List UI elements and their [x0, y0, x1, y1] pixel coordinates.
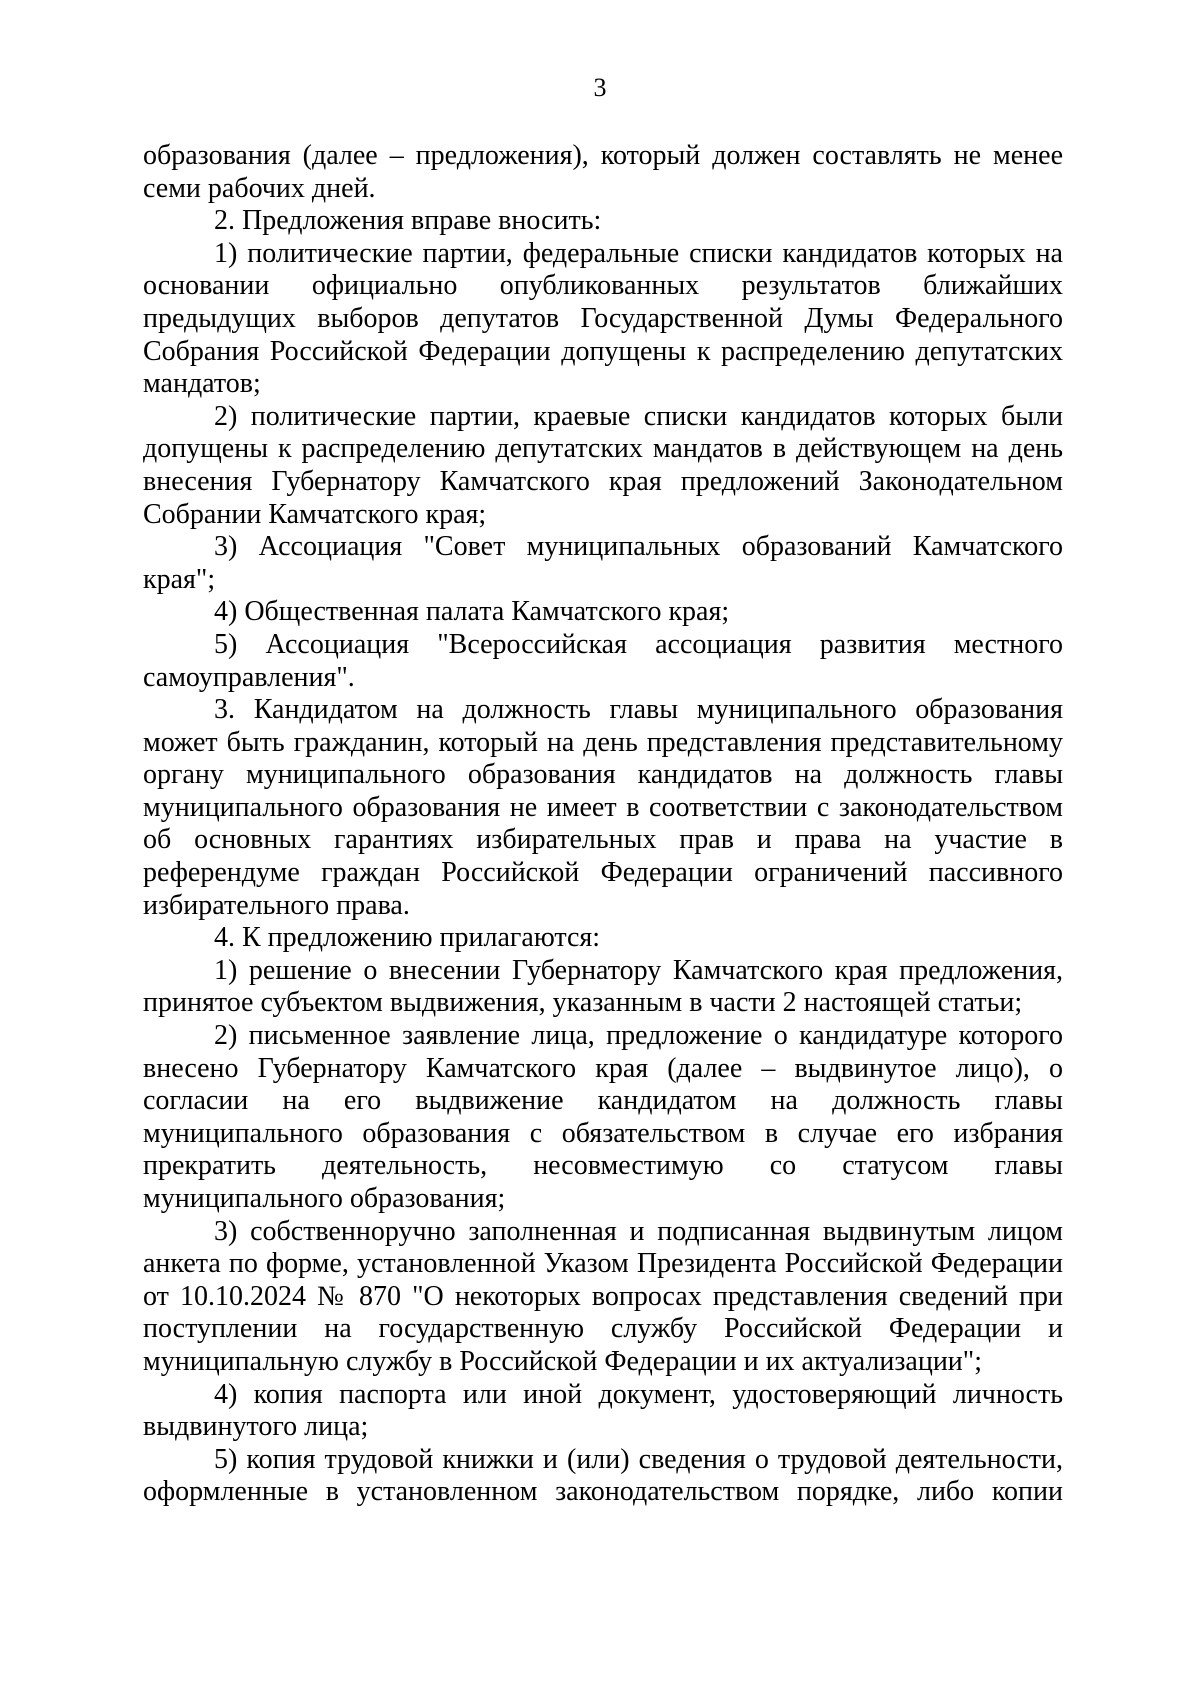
paragraph-item-2: 2) политические партии, краевые списки кандидатов которых были допущены к распределению депутатских мандатов в действующем на день внесения Губернатору Камчатского края предложений Законодательном Собрании Камчатского края; — [143, 400, 1063, 530]
paragraph-item-3: 3) Ассоциация "Совет муниципальных образований Камчатского края"; — [143, 531, 1063, 595]
paragraph-section-2: 2. Предложения вправе вносить: — [214, 205, 602, 237]
page-number: 3 — [593, 73, 607, 102]
paragraph-item-4: 4) Общественная палата Камчатского края; — [214, 596, 730, 628]
paragraph-section-3: 3. Кандидатом на должность главы муниципального образования может быть гражданин, который на день представления представительному органу муниципального образования кандидатов на должность главы муниципального образования не имеет в соответствии с законодательством об основных гарантиях избирательных прав и права на участие в референдуме граждан Российской Федерации ограничений пассивного избирательного права. — [143, 694, 1063, 921]
paragraph-attachment-5: 5) копия трудовой книжки и (или) сведения о трудовой деятельности, оформленные в установленном законодательством порядке, либо копии — [143, 1443, 1063, 1508]
paragraph-section-4: 4. К предложению прилагаются: — [214, 922, 601, 954]
paragraph-attachment-1: 1) решение о внесении Губернатору Камчатского края предложения, принятое субъектом выдвижения, указанным в части 2 настоящей статьи; — [143, 954, 1063, 1019]
paragraph-item-5: 5) Ассоциация "Всероссийская ассоциация развития местного самоуправления". — [143, 628, 1063, 693]
paragraph-item-1: 1) политические партии, федеральные списки кандидатов которых на основании официально опубликованных результатов ближайших предыдущих выборов депутатов Государственной Думы Федерального Собрания Российской Федерации допущены к распределению депутатских мандатов; — [143, 237, 1063, 400]
document-body — [143, 140, 1063, 1509]
paragraph-attachment-3: 3) собственноручно заполненная и подписанная выдвинутым лицом анкета по форме, установленной Указом Президента Российской Федерации от 10.10.2024 № 870 "О некоторых вопросах представления сведений при поступлении на государственную службу Российской Федерации и муниципальную службу в Российской Федерации и их актуализации"; — [143, 1215, 1063, 1377]
paragraph-continuation: образования (далее – предложения), который должен составлять не менее семи рабочих дней. — [143, 140, 1063, 204]
paragraph-attachment-2: 2) письменное заявление лица, предложение о кандидатуре которого внесено Губернатору Камчатского края (далее – выдвинутое лицо), о согласии на его выдвижение кандидатом на должность главы муниципального образования с обязательством в случае его избрания прекратить деятельность, несовместимую со статусом главы муниципального образования; — [143, 1020, 1063, 1214]
paragraph-attachment-4: 4) копия паспорта или иной документ, удостоверяющий личность выдвинутого лица; — [143, 1378, 1063, 1443]
